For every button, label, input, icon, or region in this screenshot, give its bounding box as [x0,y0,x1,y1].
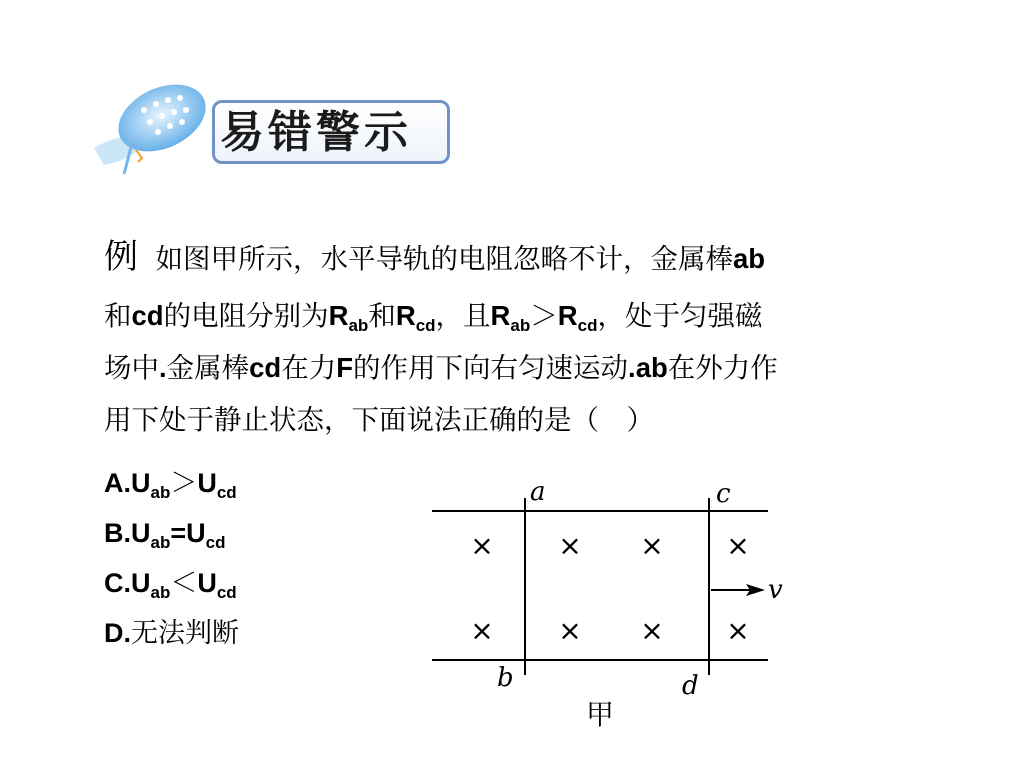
question-text: 和 [104,300,132,332]
flower-icon [84,70,214,180]
question-line-1 [104,229,944,285]
subscript: cd [415,316,436,335]
field-cross: × [726,614,750,647]
subscript: cd [577,316,598,335]
question-text: 在力 [281,352,337,384]
question-text: 的作用下向右匀速运动 [353,352,629,384]
option-text: 无法判断 [131,618,239,649]
subscript: ab [150,533,171,552]
option-text: U [186,518,206,548]
circuit-figure [420,470,800,740]
question-text: ab [635,352,668,383]
option-c[interactable] [104,558,237,608]
question-text: 和 [368,300,396,332]
field-cross: × [726,529,750,562]
question-line-3 [104,340,944,396]
label-b: b [497,663,514,693]
question-text: R [395,300,416,331]
subscript: cd [216,583,237,602]
subscript: ab [150,583,171,602]
question-text: 的电阻分别为 [163,300,329,332]
label-a: a [530,477,546,507]
figure-caption: 甲 [585,698,615,731]
option-text: U [197,468,217,498]
field-cross: × [470,529,494,562]
field-cross: × [640,529,664,562]
option-a[interactable] [104,458,237,508]
question-text: R [328,300,349,331]
question-text: ，且 [435,300,491,332]
question-text: 场中 [104,352,159,384]
option-text: ＞ [170,468,198,499]
option-text: U [197,568,217,598]
option-text: U [131,568,151,598]
option-text: ＜ [170,568,198,599]
question-text: 如图甲所示，水平导轨的电阻忽略不计，金属棒 [155,243,733,275]
option-text: = [170,518,187,548]
subscript: ab [348,316,369,335]
question-text: ab [732,243,766,274]
field-cross: × [640,614,664,647]
subscript: cd [205,533,226,552]
question-text: 金属棒 [166,352,250,384]
question-text: cd [249,352,282,383]
field-cross: × [558,529,582,562]
example-label: 例 [104,237,138,277]
field-cross: × [470,614,494,647]
option-d[interactable] [104,608,239,658]
question-text: cd [131,300,164,331]
question-text: . [628,352,636,383]
question-text: F [336,352,354,383]
option-letter: A. [104,468,131,498]
question-line-4 [104,392,944,448]
label-d: d [682,671,699,701]
option-b[interactable] [104,508,225,558]
option-letter: B. [104,518,131,548]
option-text: U [131,468,151,498]
section-banner [84,70,464,180]
question-text: R [557,300,578,331]
question-text: 在外力作 [667,352,778,384]
subscript: ab [150,483,171,502]
option-letter: D. [104,618,131,648]
label-v: v [768,575,783,605]
subscript: ab [510,316,531,335]
question-text: ，处于匀强磁 [597,300,763,332]
subscript: cd [216,483,237,502]
question-text: ＞ [530,300,558,332]
question-line-2 [104,288,944,344]
question-text: . [159,352,167,383]
question-text: 用下处于静止状态，下面说法正确的是（ ） [104,404,654,436]
field-cross: × [558,614,582,647]
banner-title: 易错警示 [220,107,412,158]
label-c: c [716,479,731,509]
option-letter: C. [104,568,131,598]
option-text: U [131,518,151,548]
question-text: R [490,300,511,331]
